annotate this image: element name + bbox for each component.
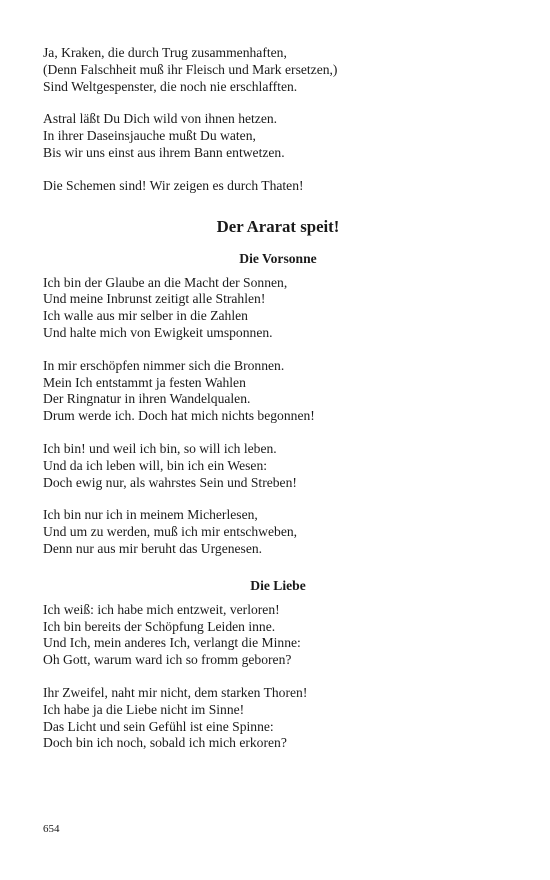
verse-line: Die Schemen sind! Wir zeigen es durch Thaten! [43, 177, 304, 193]
verse-line: Und meine Inbrunst zeitigt alle Strahlen! [43, 291, 266, 307]
verse-line: Bis wir uns einst aus ihrem Bann entwetzen. [43, 144, 285, 160]
verse-line: Und um zu werden, muß ich mir entschweben, [43, 524, 298, 540]
verse-line: Denn nur aus mir beruht das Urgenesen. [43, 540, 263, 556]
section-title: Die Liebe [250, 577, 306, 593]
verse-line: Oh Gott, warum ward ich so fromm geboren? [43, 652, 292, 668]
verse-line: Das Licht und sein Gefühl ist eine Spinne: [43, 718, 274, 734]
opening-poem [43, 45, 513, 195]
section-title: Die Vorsonne [239, 250, 317, 266]
verse-line: In ihrer Daseinsjauche mußt Du waten, [43, 128, 256, 144]
verse-line: Doch ewig nur, als wahrstes Sein und Streben! [43, 474, 297, 490]
verse-line: Mein Ich entstammt ja festen Wahlen [43, 374, 246, 390]
verse-line: Ich bin! und weil ich bin, so will ich leben. [43, 440, 277, 456]
page-number: 654 [43, 823, 60, 835]
verse-line: Der Ringnatur in ihren Wandelqualen. [43, 391, 251, 407]
verse-line: Astral läßt Du Dich wild von ihnen hetzen. [43, 111, 278, 127]
verse-line: Ich walle aus mir selber in die Zahlen [43, 308, 248, 324]
stanza [43, 685, 513, 752]
verse-line: (Denn Falschheit muß ihr Fleisch und Mark ersetzen,) [43, 61, 338, 77]
verse-line: Und da ich leben will, bin ich ein Wesen: [43, 457, 268, 473]
poem-title: Der Ararat speit! [216, 216, 340, 236]
stanza [43, 45, 513, 95]
verse-line: Und halte mich von Ewigkeit umsponnen. [43, 324, 273, 340]
stanza [43, 275, 513, 342]
stanza [43, 178, 513, 195]
page-body [43, 45, 513, 768]
verse-line: Ich bin nur ich in meinem Micherlesen, [43, 507, 258, 523]
verse-line: Ich weiß: ich habe mich entzweit, verloren! [43, 601, 280, 617]
stanza [43, 507, 513, 557]
verse-line: Drum werde ich. Doch hat mich nichts begonnen! [43, 408, 315, 424]
verse-line: Sind Weltgespenster, die noch nie erschlafften. [43, 78, 298, 94]
verse-line: Ja, Kraken, die durch Trug zusammenhaften, [43, 45, 287, 60]
stanza [43, 111, 513, 161]
stanza [43, 441, 513, 491]
verse-line: Ich habe ja die Liebe nicht im Sinne! [43, 701, 245, 717]
verse-line: Und Ich, mein anderes Ich, verlangt die Minne: [43, 635, 301, 651]
stanza [43, 358, 513, 425]
verse-line: Doch bin ich noch, sobald ich mich erkoren? [43, 735, 287, 751]
verse-line: Ich bin bereits der Schöpfung Leiden inne. [43, 618, 276, 634]
verse-line: In mir erschöpfen nimmer sich die Bronnen. [43, 357, 285, 373]
verse-line: Ich bin der Glaube an die Macht der Sonnen, [43, 274, 288, 290]
verse-line: Ihr Zweifel, naht mir nicht, dem starken Thoren! [43, 684, 308, 700]
section-die-vorsonne [43, 251, 513, 558]
stanza [43, 602, 513, 669]
section-die-liebe [43, 578, 513, 752]
